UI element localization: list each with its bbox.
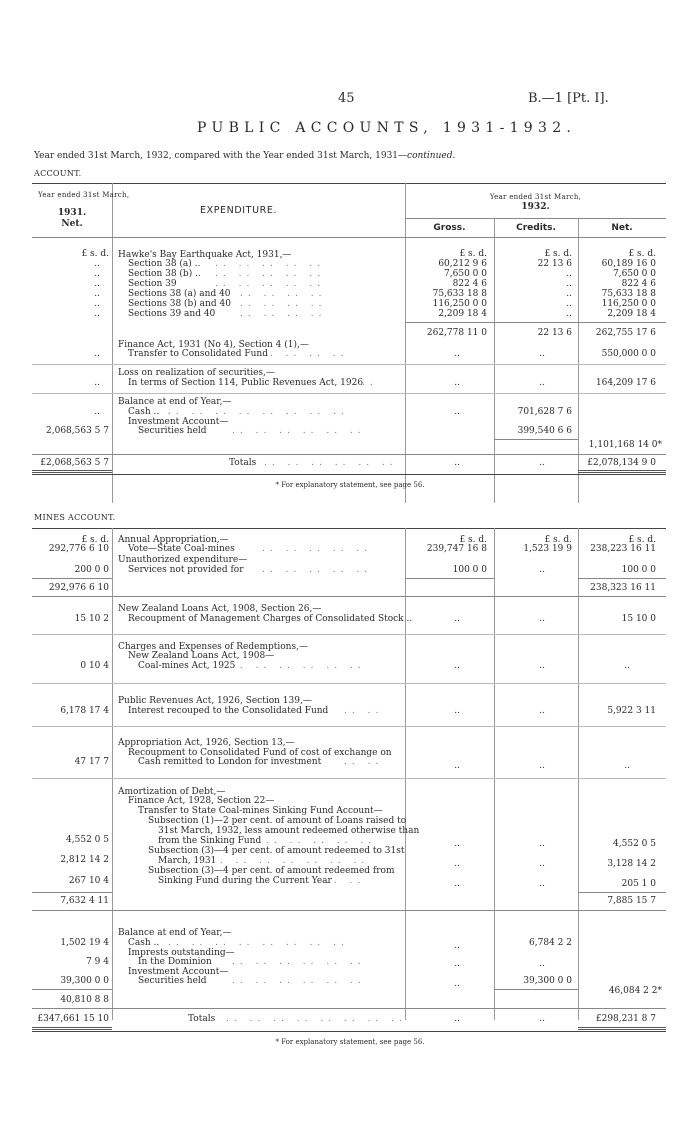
- page-number: 45: [338, 91, 355, 106]
- col-credits: Credits.: [516, 223, 556, 233]
- totals-label: Totals: [229, 458, 257, 468]
- pra-title: Public Revenues Act, 1926, Section 139,—: [118, 696, 312, 706]
- page-title: PUBLIC ACCOUNTS, 1931-1932.: [197, 120, 577, 136]
- amort-title: Amortization of Debt,—: [118, 787, 226, 797]
- lsd-label: £ s. d.: [628, 249, 656, 259]
- charges-label: Coal-mines Act, 1925: [138, 661, 236, 671]
- balance-cash-credits: 701,628 7 6: [517, 407, 572, 417]
- col-cur-year-top: Year ended 31st March,: [489, 193, 582, 201]
- pra-label: Interest recouped to the Consolidated Fund: [128, 706, 329, 716]
- col-prev-year-top: Year ended 31st March,: [38, 191, 130, 199]
- col-gross: Gross.: [433, 223, 466, 233]
- lsd-label: £ s. d.: [544, 535, 572, 545]
- hb-total-gross: 262,778 11 0: [426, 328, 487, 338]
- amort-s1-a: Subsection (1)—2 per cent. of amount of Loans raised to: [148, 816, 407, 826]
- balance-net: 1,101,168 14 0*: [588, 440, 662, 450]
- nzla-label: Recoupment of Management Charges of Consolidated Stock ..: [128, 614, 413, 624]
- mines-balance-imprests: Imprests outstanding—: [128, 948, 235, 958]
- amort-s3-a: Subsection (3)—4 per cent. of amount redeemed to 31st: [148, 846, 405, 856]
- amort-s4-a: Subsection (3)—4 per cent. of amount redeemed from: [148, 866, 395, 876]
- balance-investment: Investment Account—: [128, 417, 229, 427]
- appropriation-title: Annual Appropriation,—: [118, 535, 229, 545]
- lsd-label: £ s. d.: [628, 535, 656, 545]
- mines-footnote: * For explanatory statement, see page 56.: [275, 1038, 425, 1046]
- finance-act-label: Transfer to Consolidated Fund: [128, 349, 268, 359]
- amort-s1-c: from the Sinking Fund: [158, 836, 262, 846]
- amort-line3: Transfer to State Coal-mines Sinking Fund Account—: [138, 806, 383, 816]
- nzla-title: New Zealand Loans Act, 1908, Section 26,—: [118, 604, 322, 614]
- lsd-label: £ s. d.: [459, 249, 487, 259]
- col-prev-year: 1931.: [57, 208, 87, 218]
- loss-title: Loss on realization of securities,—: [118, 368, 275, 378]
- lsd-label: £ s. d.: [544, 249, 572, 259]
- hb-total-net: 262,755 17 6: [595, 328, 656, 338]
- group-title: Hawke's Bay Earthquake Act, 1931,—: [118, 250, 292, 260]
- amort-s1-b: 31st March, 1932, less amount redeemed otherwise than: [158, 826, 420, 836]
- footnote: * For explanatory statement, see page 56.: [275, 481, 425, 489]
- balance-cash: Cash ..: [128, 407, 160, 417]
- balance-securities: Securities held: [138, 426, 207, 436]
- mines-balance-investment: Investment Account—: [128, 967, 229, 977]
- document-reference: B.—1 [Pt. I].: [528, 91, 609, 106]
- appropriation-vote: Vote—State Coal-mines: [128, 544, 235, 554]
- amort-line2: Finance Act, 1928, Section 22—: [128, 796, 275, 806]
- charges-subtitle: New Zealand Loans Act, 1908—: [128, 651, 275, 661]
- subtotal-prev: 292,976 6 10: [48, 583, 109, 593]
- mines-balance-net: 46,084 2 2*: [608, 986, 662, 996]
- subtotal-net: 238,323 16 11: [590, 583, 656, 593]
- unauthorized-title: Unauthorized expenditure—: [118, 555, 248, 565]
- appro-line3: Cash remitted to London for investment: [138, 757, 322, 767]
- mines-balance-title: Balance at end of Year,—: [118, 928, 232, 938]
- lsd-label: £ s. d.: [459, 535, 487, 545]
- mines-totals-prev: £347,661 15 10: [37, 1014, 109, 1024]
- hb-total-credits: 22 13 6: [537, 328, 572, 338]
- col-prev-net: Net.: [61, 219, 83, 229]
- mines-balance-securities: Securities held: [138, 976, 207, 986]
- page-subtitle: Year ended 31st March, 1932, compared with the Year ended 31st March, 1931—continued.: [34, 151, 456, 161]
- lsd-label: £ s. d.: [81, 535, 109, 545]
- mines-balance-dominion: In the Dominion: [138, 957, 212, 967]
- unauthorized-label: Services not provided for: [128, 565, 244, 575]
- mines-totals-label: Totals: [188, 1014, 216, 1024]
- charges-title: Charges and Expenses of Redemptions,—: [118, 642, 308, 652]
- col-expenditure: EXPENDITURE.: [200, 205, 278, 216]
- account-heading: ACCOUNT.: [34, 169, 82, 178]
- col-cur-year: 1932.: [521, 202, 550, 212]
- appro-title: Appropriation Act, 1926, Section 13,—: [118, 738, 295, 748]
- balance-title: Balance at end of Year,—: [118, 397, 232, 407]
- col-net: Net.: [611, 223, 633, 233]
- amort-subtotal-prev: 7,632 4 11: [60, 896, 109, 906]
- totals-net: £2,078,134 9 0: [587, 458, 656, 468]
- appro-line2: Recoupment to Consolidated Fund of cost of exchange on: [128, 748, 392, 758]
- loss-label: In terms of Section 114, Public Revenues Act, 1926: [128, 378, 364, 388]
- totals-prev: £2,068,563 5 7: [40, 458, 109, 468]
- mines-account-heading: MINES ACCOUNT.: [34, 513, 116, 522]
- amort-subtotal-net: 7,885 15 7: [607, 896, 656, 906]
- amort-s3-b: March, 1931: [158, 856, 217, 866]
- finance-act-title: Finance Act, 1931 (No 4), Section 4 (1),—: [118, 340, 309, 350]
- amort-s4-b: Sinking Fund during the Current Year: [158, 876, 332, 886]
- balance-securities-prev: 2,068,563 5 7: [46, 426, 109, 436]
- mines-balance-subtotal: 40,810 8 8: [60, 995, 109, 1005]
- loss-net: 164,209 17 6: [595, 378, 656, 388]
- mines-totals-net: £298,231 8 7: [595, 1014, 656, 1024]
- mines-balance-cash: Cash ..: [128, 938, 160, 948]
- balance-securities-credits: 399,540 6 6: [517, 426, 572, 436]
- lsd-label: £ s. d.: [81, 249, 109, 259]
- finance-act-net: 550,000 0 0: [601, 349, 656, 359]
